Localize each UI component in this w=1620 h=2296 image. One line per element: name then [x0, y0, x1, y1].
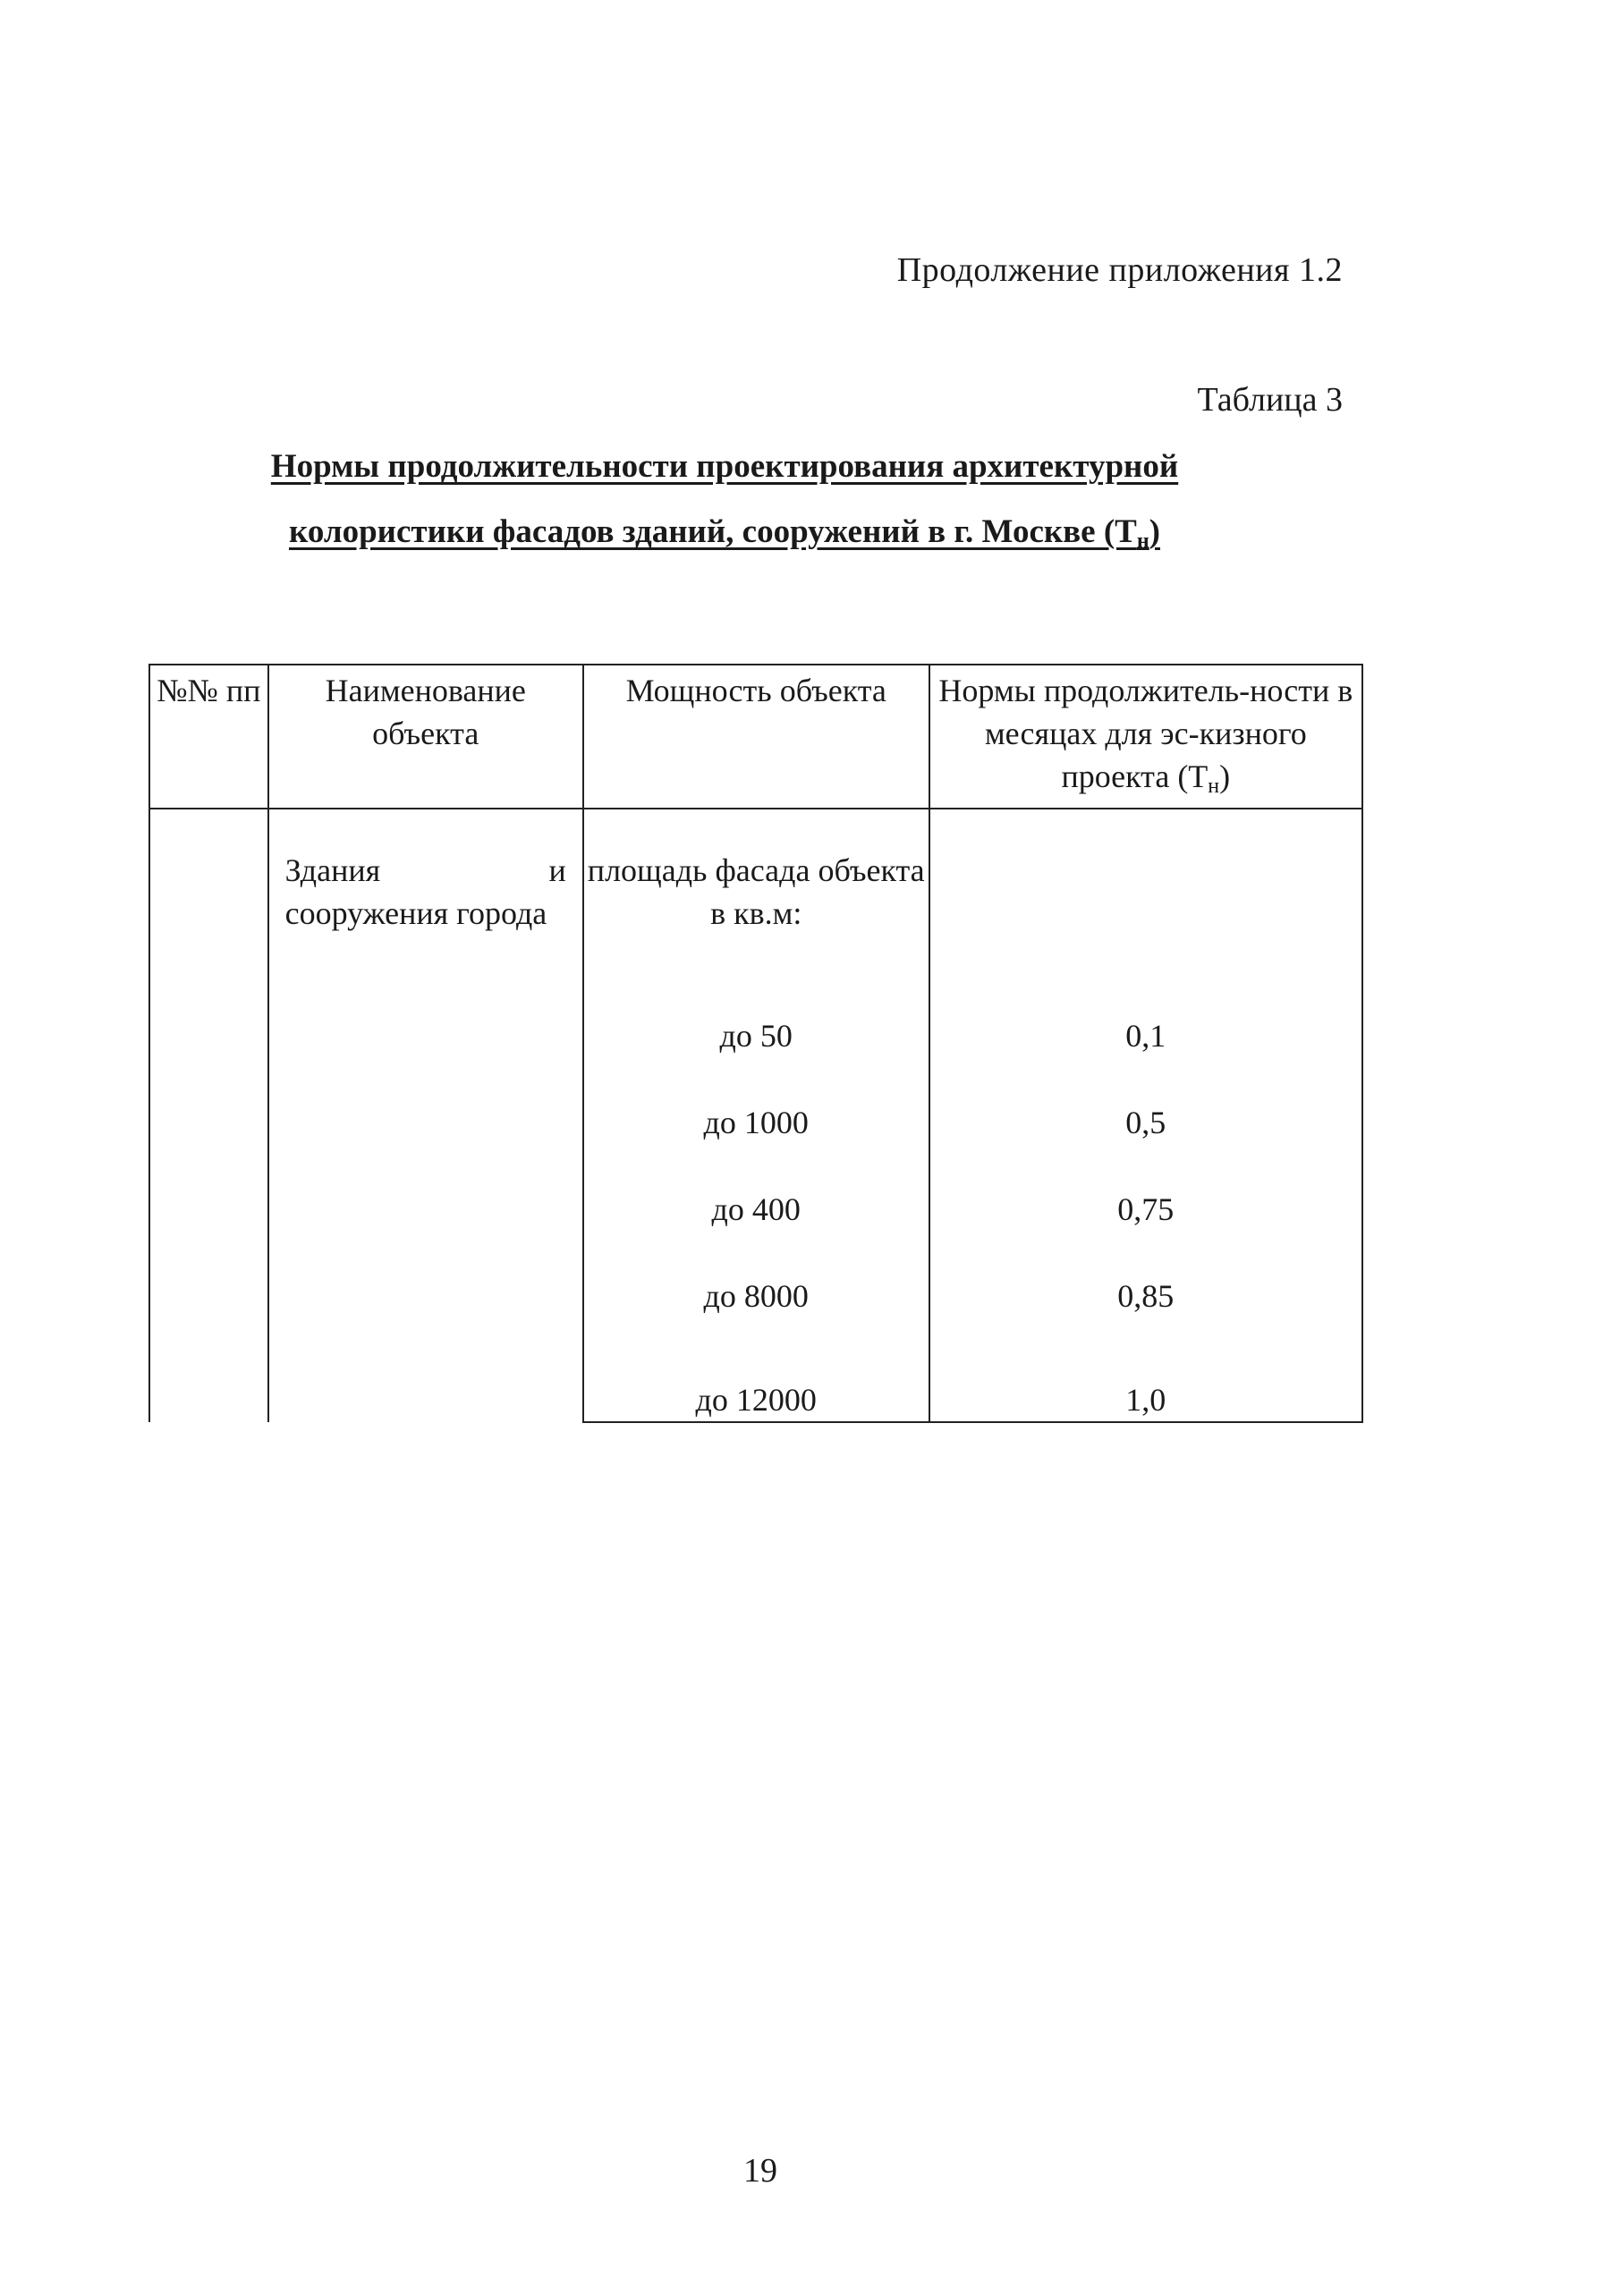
header-object-name: Наименование объекта [268, 665, 583, 809]
norms-table [148, 664, 1363, 1423]
cell-capacity: до 1000 [583, 1079, 929, 1165]
table-header-row [149, 665, 1362, 809]
table-title-line-2 [206, 513, 1243, 554]
cell-number [149, 809, 268, 1422]
table-number: Таблица 3 [1197, 381, 1343, 419]
cell-capacity-heading: площадь фасада объекта в кв.м: [583, 809, 929, 992]
cell-capacity: до 8000 [583, 1252, 929, 1339]
header-number: №№ пп [149, 665, 268, 809]
header-norm-end: ) [1219, 758, 1231, 794]
title-line-2-text: колористики фасадов зданий, сооружений в г. Москве (Т [288, 513, 1137, 550]
cell-norm: 1,0 [929, 1339, 1362, 1422]
cell-norm: 0,1 [929, 992, 1362, 1079]
cell-capacity: до 12000 [583, 1339, 929, 1422]
table-row [149, 809, 1362, 992]
cell-capacity: до 50 [583, 992, 929, 1079]
cell-norm: 0,85 [929, 1252, 1362, 1339]
cell-norm-empty [929, 809, 1362, 992]
header-capacity: Мощность объекта [583, 665, 929, 809]
cell-norm: 0,5 [929, 1079, 1362, 1165]
title-line-2-end: ) [1149, 513, 1160, 550]
cell-capacity: до 400 [583, 1165, 929, 1252]
header-norm-subscript: н [1208, 775, 1220, 798]
page-number: 19 [743, 2152, 777, 2190]
table-title-line-1: Нормы продолжительности проектирования архитектурной [270, 448, 1179, 485]
header-norm [929, 665, 1362, 809]
cell-object-name: Здания и сооружения города [268, 809, 583, 1422]
header-norm-text: Нормы продолжитель-ности в месяцах для эс-кизного проекта (Т [938, 673, 1353, 794]
title-subscript: н [1136, 530, 1149, 553]
cell-norm: 0,75 [929, 1165, 1362, 1252]
appendix-continuation-label: Продолжение приложения 1.2 [896, 251, 1343, 289]
